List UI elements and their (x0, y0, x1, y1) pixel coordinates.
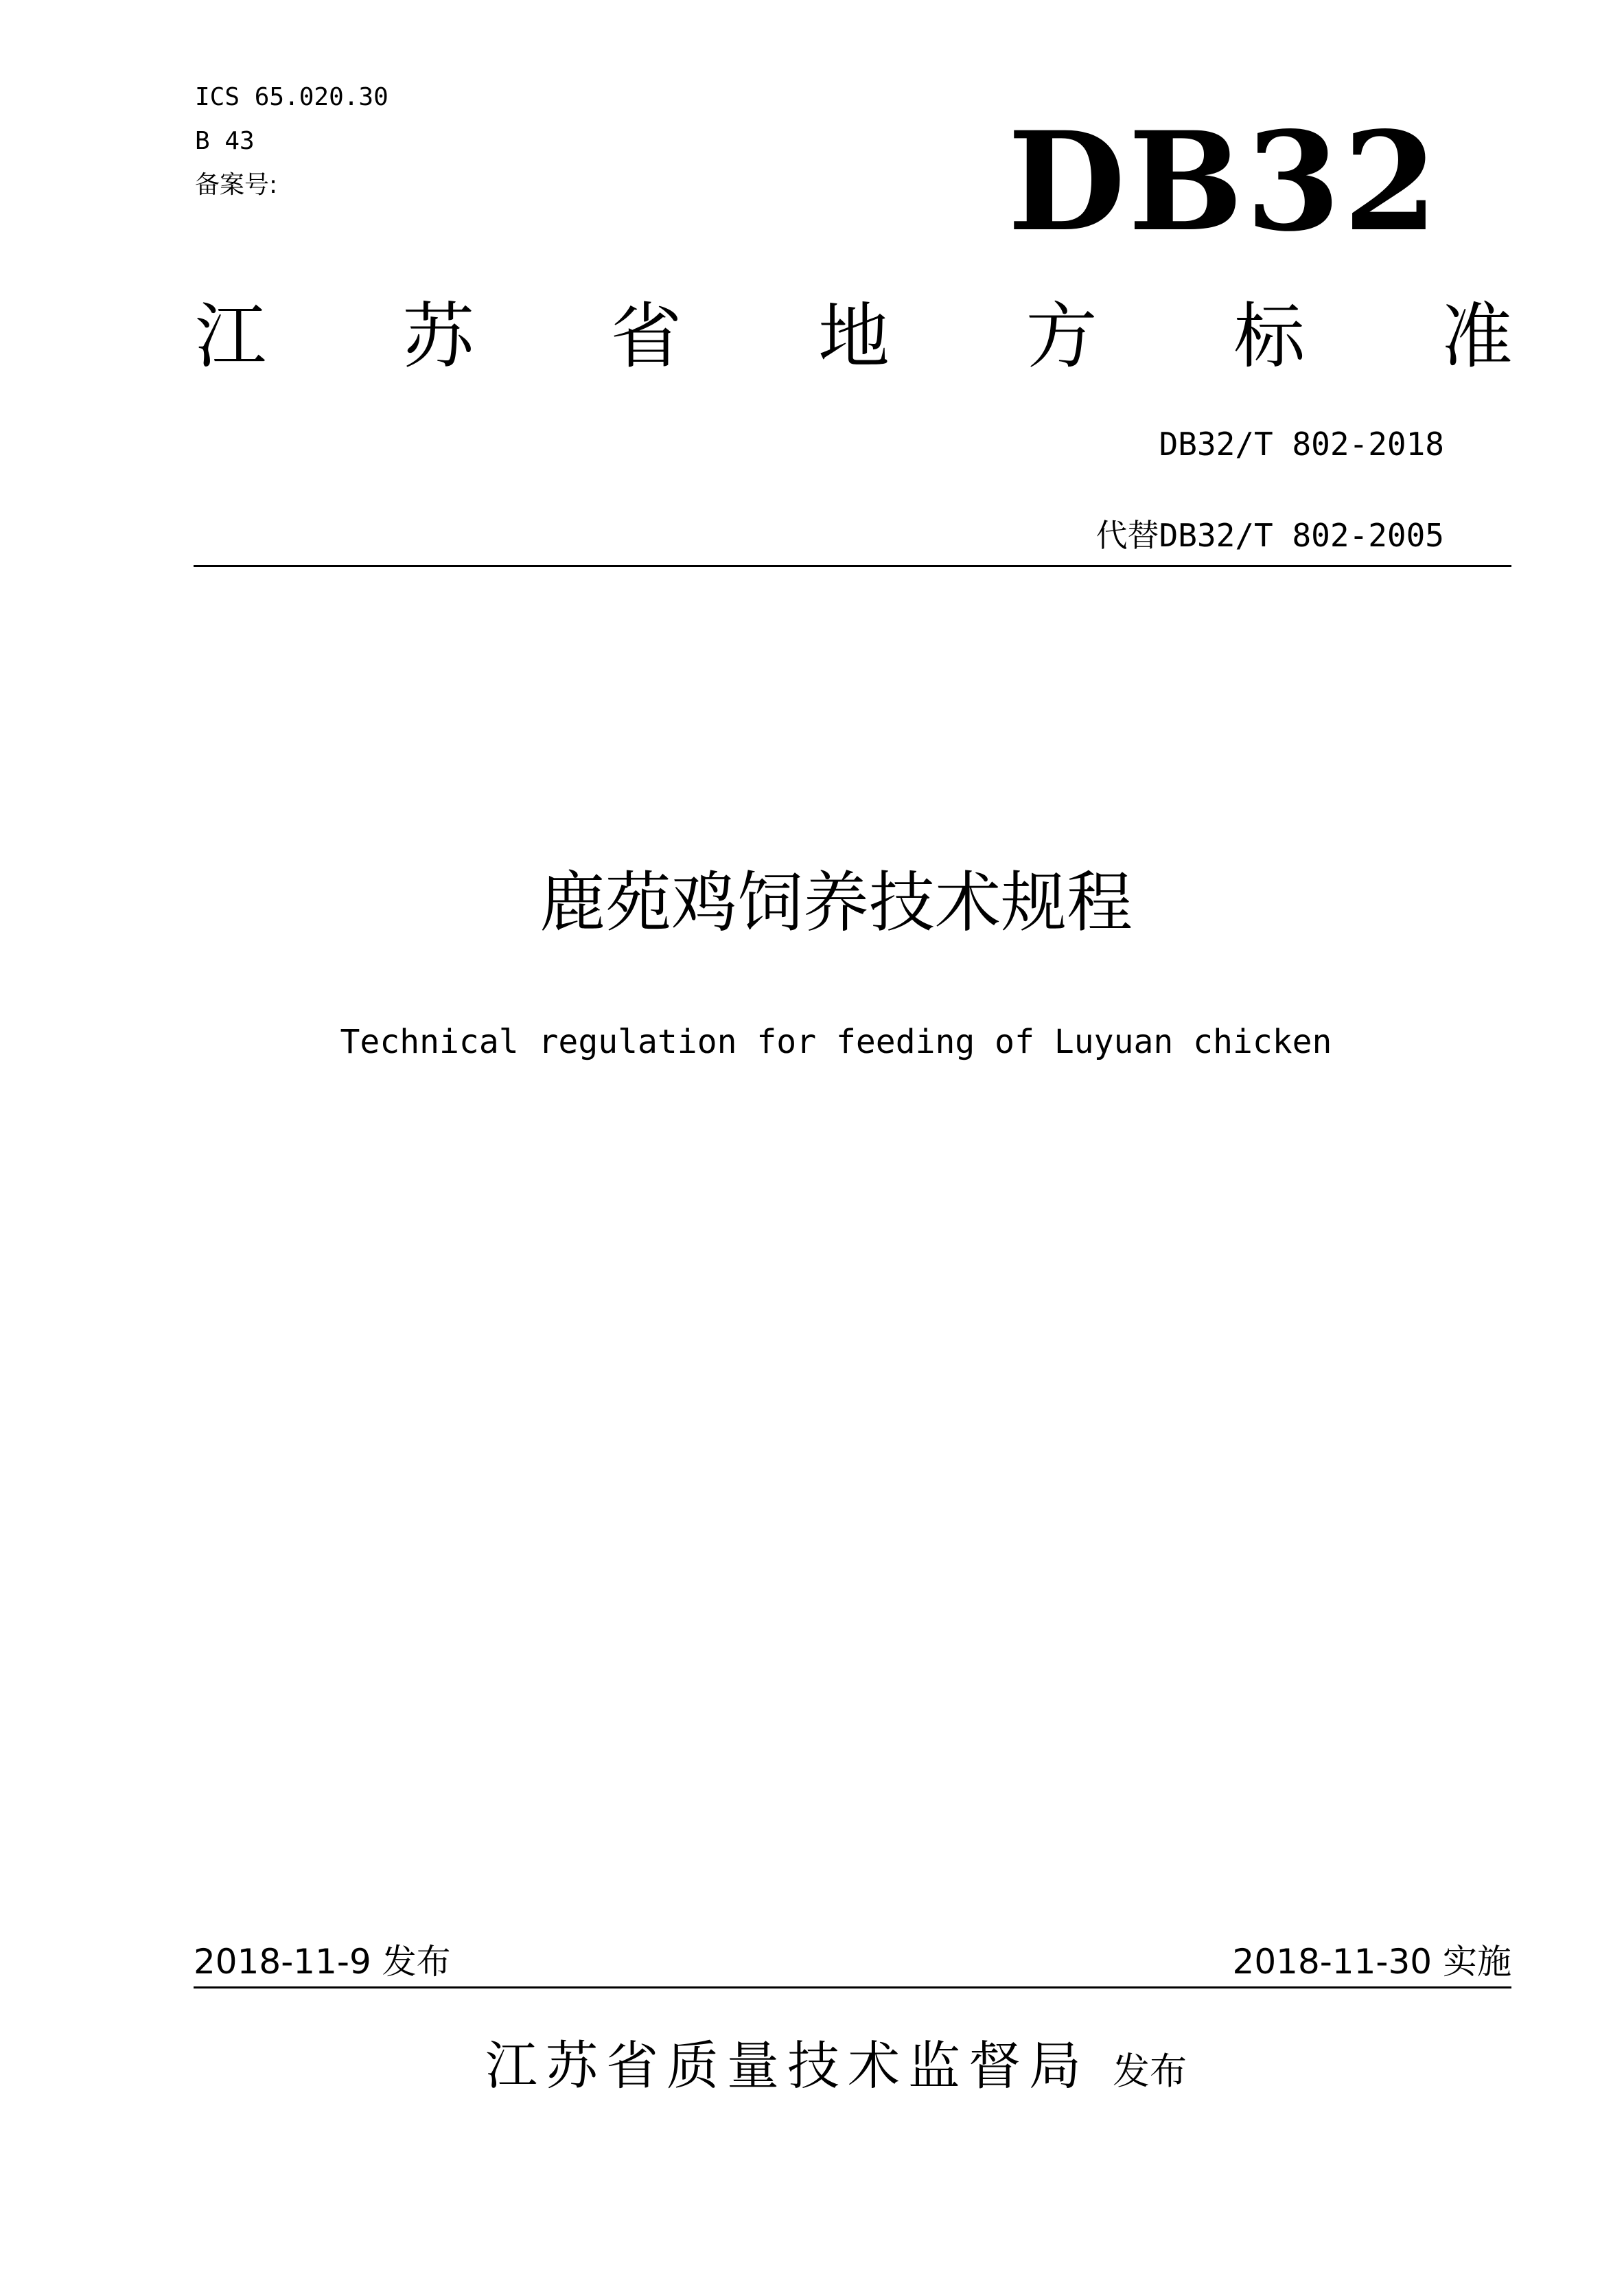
publish-date: 2018-11-9 发布 (194, 1942, 451, 1982)
issuer-suffix: 发布 (1113, 2050, 1187, 2093)
standard-type-char: 苏 (402, 294, 474, 378)
classification-code: B 43 (195, 127, 255, 155)
db32-logo: DB32 (1008, 102, 1441, 262)
footer-divider (194, 1986, 1511, 1988)
document-title: 鹿苑鸡饲养技术规程 (540, 864, 1133, 941)
filing-number-label: 备案号: (195, 171, 278, 199)
standard-type-char: 江 (195, 294, 267, 378)
ics-code: ICS 65.020.30 (195, 83, 388, 111)
standard-type-char: 标 (1233, 294, 1306, 378)
replaces-number: DB32/T 802-2005 (1159, 517, 1444, 554)
document-title-english: Technical regulation for feeding of Luyuan chicken (340, 1023, 1332, 1061)
standard-type-char: 方 (1025, 294, 1098, 378)
implementation-date: 2018-11-30 实施 (1232, 1942, 1511, 1982)
standard-number: DB32/T 802-2018 (1159, 426, 1444, 463)
header-divider (194, 565, 1511, 567)
standard-type-heading (195, 295, 1513, 378)
issuing-authority (0, 2035, 1624, 2102)
standard-type-char: 地 (817, 294, 890, 378)
replaces-prefix: 代替 (1095, 517, 1159, 554)
standard-type-char: 准 (1441, 294, 1513, 378)
replaces-standard (1096, 517, 1444, 554)
standard-type-char: 省 (610, 294, 682, 378)
issuer-name: 江苏省质量技术监督局 (485, 2035, 1089, 2096)
